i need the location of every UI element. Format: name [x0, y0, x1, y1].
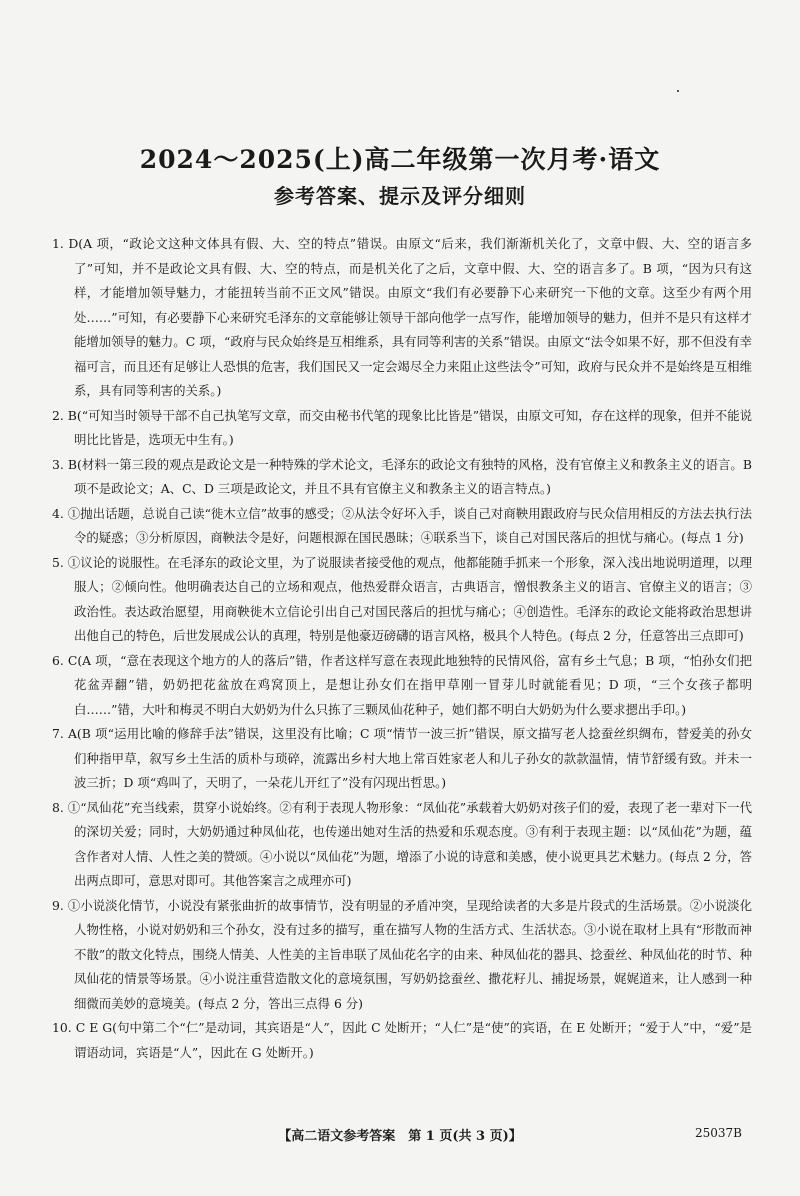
answer-item-8: 8. ①“凤仙花”充当线索，贯穿小说始终。②有利于表现人物形象：“凤仙花”承载着大奶奶对孩子们的爱，表现了老一辈对下一代的深切关爱；同时，大奶奶通过种凤仙花，也传递出她对生活的热爱和乐观态度。③有利于表现主题：以“凤仙花”为题，蕴含作者对人情、人性之美的赞颂。④小说以“凤仙花”为题，增添了小说的诗意和美感，使小说更具艺术魅力。(每点 2 分，答出两点即可，意思对即可。其他答案言之成理亦可): [52, 799, 752, 888]
answer-item-9: 9. ①小说淡化情节，小说没有紧张曲折的故事情节，没有明显的矛盾冲突，呈现给读者的大多是片段式的生活场景。②小说淡化人物性格，小说对奶奶和三个孙女，没有过多的描写，重在描写人物的生活方式、生活状态。③小说在取材上具有“形散而神不散”的散文化特点，围绕人情美、人性美的主旨串联了凤仙花名字的由来、种凤仙花的器具、捻蚕丝、种凤仙花的时节、种凤仙花的情景等场景。④小说注重营造散文化的意境氛围，写奶奶捻蚕丝、撒花籽儿、捕捉场景，娓娓道来，让人感到一种细微而美妙的意境美。(每点 2 分，答出三点得 6 分): [52, 897, 752, 1011]
page-title: 2024～2025(上)高二年级第一次月考·语文: [139, 145, 661, 174]
answer-item-6: 6. C(A 项，“意在表现这个地方的人的落后”错，作者这样写意在表现此地独特的民情风俗，富有乡土气息；B 项，“怕孙女们把花盆弄翻”错，奶奶把花盆放在鸡窝顶上，是想让孙女们在指甲草刚一冒芽儿时就能看见；D 项，“三个女孩子都明白……”错，大叶和梅灵不明白大奶奶为什么只拣了三颗凤仙花种子，她们都不明白大奶奶为什么要求摁出手印。): [52, 652, 752, 717]
answer-item-4: 4. ①抛出话题，总说自己读“徙木立信”故事的感受；②从法令好坏入手，谈自己对商鞅用跟政府与民众信用相反的方法去执行法令的疑惑；③分析原因，商鞅法令是好，问题根源在国民愚昧；④联系当下，谈自己对国民落后的担忧与痛心。(每点 1 分): [52, 505, 752, 545]
answer-item-10: 10. C E G(句中第二个“仁”是动词，其宾语是“人”，因此 C 处断开；“人仁”是“使”的宾语，在 E 处断开；“爱于人”中，“爱”是谓语动词，宾语是“人”，因此在 G 处断开。): [52, 1020, 752, 1060]
scan-speck: [677, 90, 679, 92]
answer-item-5: 5. ①议论的说服性。在毛泽东的政论文里，为了说服读者接受他的观点，他都能随手抓来一个形象，深入浅出地说明道理，以理服人；②倾向性。他明确表达自己的立场和观点，他热爱群众语言，古典语言，憎恨教条主义的语言、官僚主义的语言；③政治性。表达政治愿望，用商鞅徙木立信论引出自己对国民落后的担忧与痛心；④创造性。毛泽东的政论文能将政治思想讲出他自己的特色，后世发展成公认的真理，特别是他豪迈磅礴的语言风格，极具个人特色。(每点 2 分，任意答出三点即可): [52, 554, 752, 643]
document-code: 25037B: [695, 1126, 742, 1140]
page-subtitle: 参考答案、提示及评分细则: [274, 184, 526, 208]
page-footer: 【高二语文参考答案 第 1 页(共 3 页)】: [278, 1129, 522, 1144]
answer-item-2: 2. B(“可知当时领导干部不自己执笔写文章，而交由秘书代笔的现象比比皆是”错误，由原文可知，存在这样的现象，但并不能说明比比皆是，选项无中生有。): [52, 407, 752, 447]
answer-item-1: 1. D(A 项，“政论文这种文体具有假、大、空的特点”错误。由原文“后来，我们渐渐机关化了，文章中假、大、空的语言多了”可知，并不是政论文具有假、大、空的特点，而是机关化了之后，文章中假、大、空的语言多了。B 项，“因为只有这样，才能增加领导魅力，才能扭转当前不正文风”错误。由原文“我们有必要静下心来研究一下他的文章。这至少有两个用处……”可知，有必要静下心来研究毛泽东的文章能够让领导干部向他学一点写作，能增加领导的魅力，但并不是只有这样才能增加领导的魅力。C 项，“政府与民众始终是互相维系，具有同等利害的关系”错误。由原文“法令如果不好，那不但没有幸福可言，而且还有足够让人恐惧的危害，我们国民又一定会竭尽全力来阻止这些法令”可知，政府与民众并不是始终是互相维系，具有同等利害的关系。): [52, 236, 752, 398]
answer-list: [52, 232, 752, 1065]
answer-item-7: 7. A(B 项“运用比喻的修辞手法”错误，这里没有比喻；C 项“情节一波三折”错误，原文描写老人捻蚕丝织绸布，替爱美的孙女们种指甲草，叙写乡土生活的质朴与琐碎，流露出乡村大地上常百姓家老人和儿子孙女的款款温情，情节舒缓有致。并未一波三折；D 项“鸡叫了，天明了，一朵花儿开红了”没有闪现出哲思。): [52, 726, 752, 790]
answer-item-3: 3. B(材料一第三段的观点是政论文是一种特殊的学术论文，毛泽东的政论文有独特的风格，没有官僚主义和教条主义的语言。B 项不是政论文；A、C、D 三项是政论文，并且不具有官僚主义和教条主义的语言特点。): [52, 456, 752, 496]
